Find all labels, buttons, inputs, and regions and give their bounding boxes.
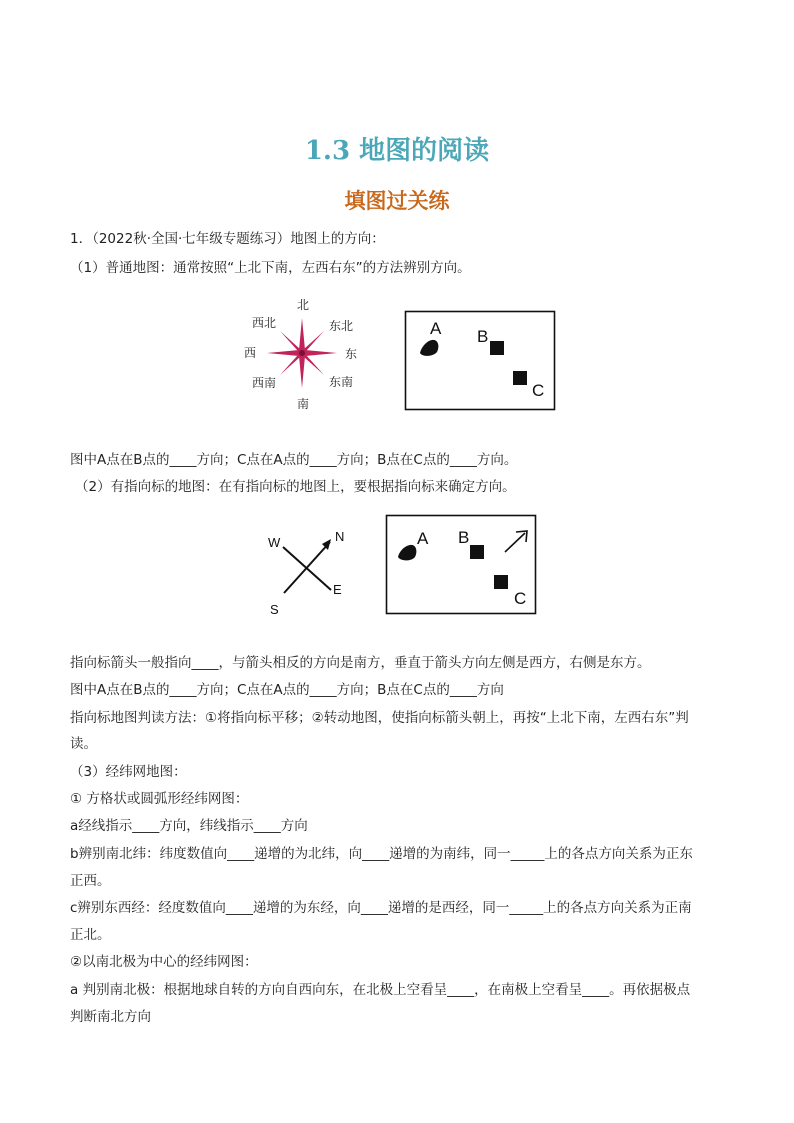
compass-star-icon (267, 318, 337, 388)
part3-a: a经线指示____方向，纬线指示____方向 (70, 818, 308, 834)
point-a-label: A (417, 529, 429, 548)
point-c-label: C (514, 589, 527, 608)
part3-d-cont: 判断南北方向 (70, 1009, 151, 1025)
part1-intro: （1）普通地图：通常按照“上北下南，左西右东”的方法辨别方向。 (70, 260, 471, 276)
point-c-marker (494, 575, 508, 589)
compass-label-northeast: 东北 (329, 319, 354, 333)
question-stem: 1．（2022秋·全国·七年级专题练习）地图上的方向： (70, 231, 385, 247)
direction-arrow-figure (262, 522, 352, 620)
compass-label-north: 北 (297, 298, 310, 312)
compass-label-northwest: 西北 (252, 316, 277, 330)
part2-line2: 图中A点在B点的____方向；C点在A点的____方向；B点在C点的____方向 (70, 682, 504, 698)
axis-label-s: S (270, 602, 279, 617)
part2-line1: 指向标箭头一般指向____，与箭头相反的方向是南方，垂直于箭头方向左侧是西方，右侧是东方。 (70, 655, 651, 671)
part3-sub1: ① 方格状或圆弧形经纬网图： (70, 791, 249, 807)
part3-c-cont: 正北。 (70, 927, 111, 943)
part3-d: a 判别南北极：根据地球自转的方向自西向东，在北极上空看呈____，在南极上空看呈____。再依据极点 (70, 982, 691, 998)
section-subtitle: 填图过关练 (344, 189, 450, 213)
point-c-label: C (532, 381, 545, 400)
point-a-marker (398, 545, 416, 560)
page-title: 1.3 地图的阅读 (304, 136, 490, 166)
point-b-label: B (477, 327, 489, 346)
axis-label-e: E (333, 582, 342, 597)
part3-sub2: ②以南北极为中心的经纬网图： (70, 954, 258, 970)
part3-c: c辨别东西经：经度数值向____递增的为东经，向____递增的是西经，同一_____上的各点方向关系为正南 (70, 900, 692, 916)
point-a-marker (420, 340, 438, 356)
map-figure-2 (385, 514, 537, 616)
compass-rose-figure (240, 293, 365, 413)
compass-label-southeast: 东南 (329, 375, 354, 389)
axis-label-w: W (268, 535, 281, 550)
compass-label-east: 东 (345, 347, 358, 361)
part2-line3: 指向标地图判读方法：①将指向标平移；②转动地图，使指向标箭头朝上，再按“上北下南，左西右东”判 (70, 710, 689, 726)
compass-label-southwest: 西南 (252, 376, 277, 390)
point-c-marker (513, 371, 527, 385)
part1-question: 图中A点在B点的____方向；C点在A点的____方向；B点在C点的____方向。 (70, 452, 518, 468)
part3-intro: （3）经纬网地图： (70, 764, 187, 780)
point-b-marker (470, 545, 484, 559)
part2-intro: （2）有指向标的地图：在有指向标的地图上，要根据指向标来确定方向。 (75, 479, 516, 495)
compass-label-west: 西 (244, 346, 257, 360)
axis-label-n: N (335, 529, 345, 544)
part3-b-cont: 正西。 (70, 873, 111, 889)
point-b-marker (490, 341, 504, 355)
part2-line3-cont: 读。 (70, 736, 97, 752)
point-b-label: B (458, 528, 470, 547)
point-a-label: A (430, 319, 442, 338)
compass-label-south: 南 (297, 397, 310, 411)
part3-b: b辨别南北纬：纬度数值向____递增的为北纬，向____递增的为南纬，同一_____上的各点方向关系为正东 (70, 846, 693, 862)
map-figure-1 (404, 310, 556, 411)
